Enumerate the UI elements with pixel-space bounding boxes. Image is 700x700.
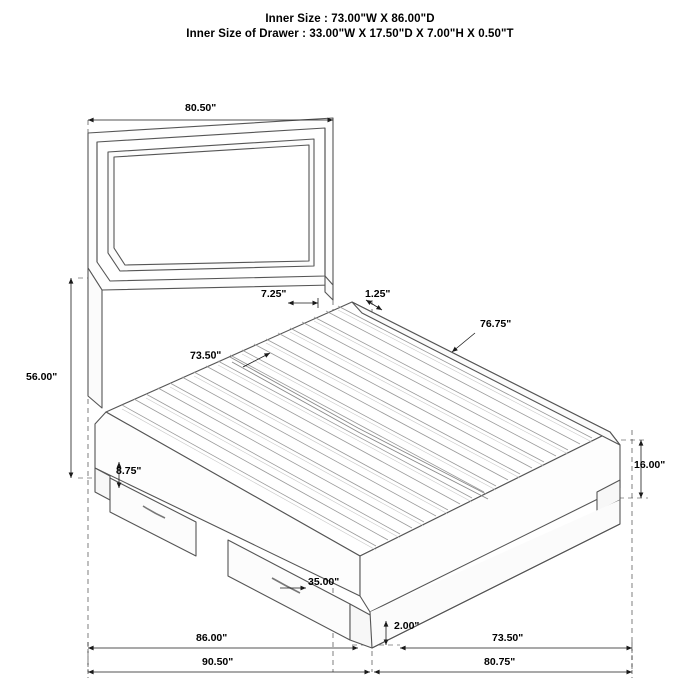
inner-size-text: Inner Size : 73.00"W X 86.00"D: [265, 13, 435, 25]
label-footboard-height: 16.00": [634, 459, 666, 471]
label-slat-length: 73.50": [190, 349, 222, 362]
label-side-length: 86.00": [196, 632, 228, 644]
label-rail-thickness: 1.25": [365, 288, 391, 300]
label-headboard-width: 80.50": [185, 102, 217, 114]
inner-drawer-size-text: Inner Size of Drawer : 33.00"W X 17.50"D X 7.00"H X 0.50"T: [186, 28, 514, 40]
headboard-inset-panel-2: [114, 145, 309, 265]
dim-deck-depth: [452, 333, 475, 352]
label-deck-depth: 76.75": [480, 318, 512, 330]
dim-rail-thickness: [366, 300, 382, 310]
label-foot-width-inner: 73.50": [492, 632, 524, 644]
label-drawer-width: 35.00": [308, 576, 340, 588]
label-foot-width-outer: 80.75": [484, 656, 516, 668]
label-overall-length: 90.50": [202, 656, 234, 668]
headboard-leg-left: [88, 268, 102, 408]
label-overall-height: 56.00": [26, 371, 58, 383]
label-clearance: 2.00": [394, 620, 420, 632]
label-rail-height: 8.75": [116, 465, 142, 477]
label-panel-inset: 7.25": [261, 288, 287, 300]
bed-outline: [88, 118, 620, 648]
